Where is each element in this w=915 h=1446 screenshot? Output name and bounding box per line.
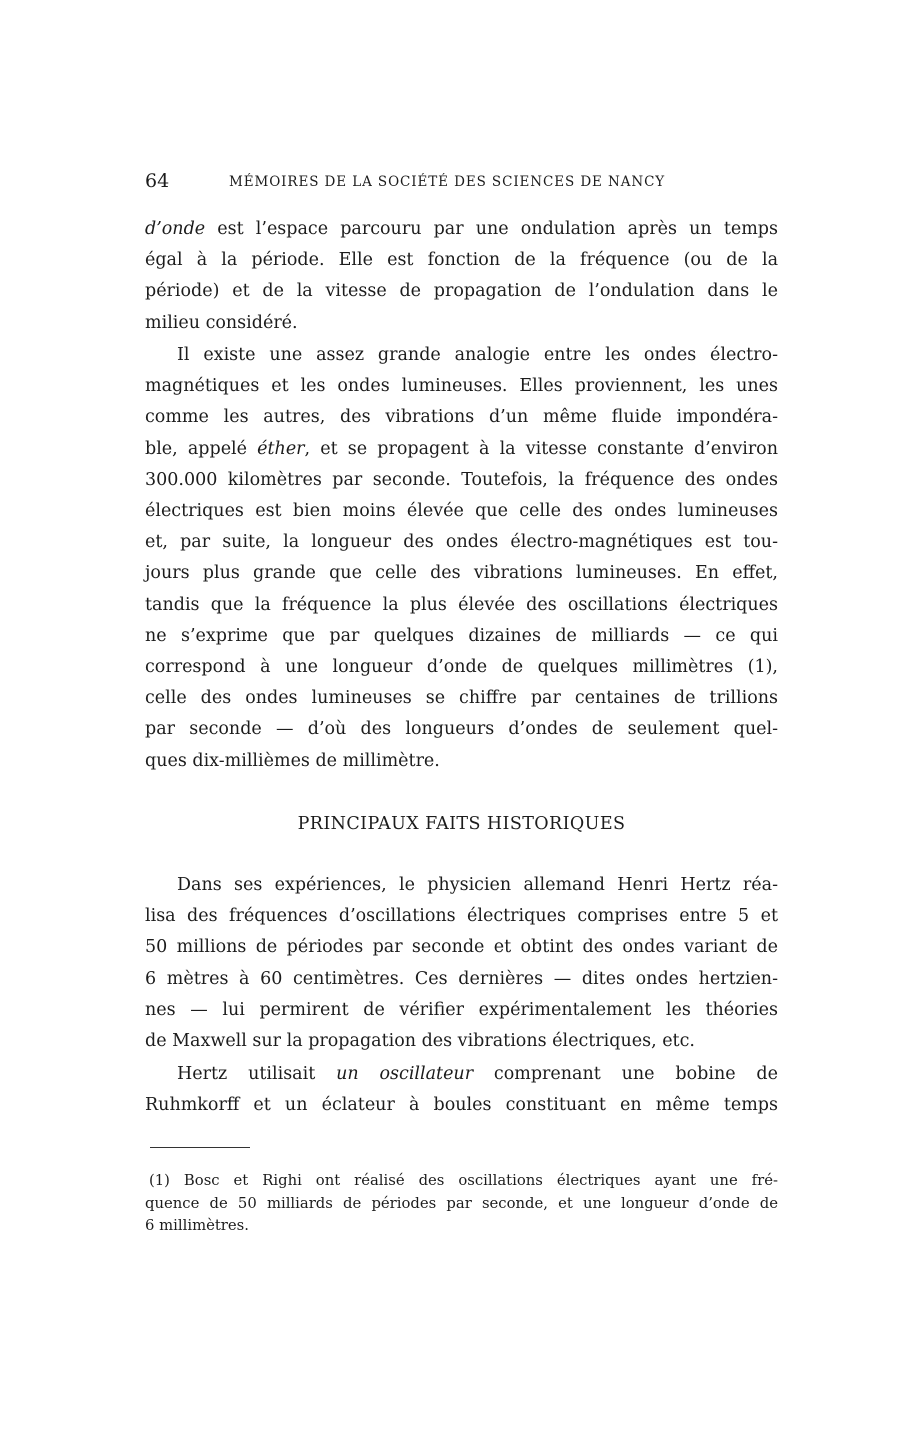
paragraph-2 <box>145 340 778 777</box>
paragraph-3 <box>145 870 778 1057</box>
running-head <box>145 170 785 192</box>
text-line: et, par suite, la longueur des ondes électro-magnétiques est tou- <box>145 532 778 553</box>
text-line: ne s’exprime que par quelques dizaines de milliards — ce qui <box>145 625 778 646</box>
footnote-line: quence de 50 milliards de périodes par seconde, et une longueur d’onde de <box>145 1194 778 1212</box>
text-line: de Maxwell sur la propagation des vibrations électriques, etc. <box>145 1031 695 1052</box>
running-title: MÉMOIRES DE LA SOCIÉTÉ DES SCIENCES DE NANCY <box>229 174 666 190</box>
text-line: ble, appelé éther, et se propagent à la vitesse constante d’environ <box>145 438 778 459</box>
text-line: tandis que la fréquence la plus élevée des oscillations électriques <box>145 594 778 615</box>
text-line: 50 millions de périodes par seconde et obtint des ondes variant de <box>145 937 778 958</box>
footnote-line: 6 millimètres. <box>145 1217 249 1234</box>
text-line: comme les autres, des vibrations d’un même fluide impondéra- <box>145 407 778 428</box>
text-line: électriques est bien moins élevée que celle des ondes lumineuses <box>145 501 778 522</box>
text-line: égal à la période. Elle est fonction de la fréquence (ou de la <box>145 250 778 271</box>
footnote-line: (1) Bosc et Righi ont réalisé des oscillations électriques ayant une fré- <box>149 1172 778 1189</box>
text-line: magnétiques et les ondes lumineuses. Elles proviennent, les unes <box>145 376 778 397</box>
page-number: 64 <box>145 170 170 192</box>
text-line: correspond à une longueur d’onde de quelques millimètres (1), <box>145 657 778 678</box>
text-line: jours plus grande que celle des vibrations lumineuses. En effet, <box>145 563 778 584</box>
text-line: nes — lui permirent de vérifier expérimentalement les théories <box>145 999 778 1020</box>
section-heading: PRINCIPAUX FAITS HISTORIQUES <box>297 814 626 834</box>
footnote <box>145 1170 778 1238</box>
text-line: lisa des fréquences d’oscillations électriques comprises entre 5 et <box>145 906 778 927</box>
text-line: par seconde — d’où des longueurs d’ondes de seulement quel- <box>145 719 778 740</box>
text-line: 300.000 kilomètres par seconde. Toutefois, la fréquence des ondes <box>145 469 778 490</box>
text-line: d’onde est l’espace parcouru par une ondulation après un temps <box>145 219 778 239</box>
text-line: période) et de la vitesse de propagation de l’ondulation dans le <box>145 281 778 302</box>
text-line: Ruhmkorff et un éclateur à boules constituant en même temps <box>145 1095 778 1116</box>
text-line: milieu considéré. <box>145 312 298 333</box>
text-line: 6 mètres à 60 centimètres. Ces dernières — dites ondes hertzien- <box>145 968 778 989</box>
paragraph-4 <box>145 1059 778 1121</box>
paragraph-1 <box>145 214 778 339</box>
footnote-rule <box>150 1147 250 1148</box>
text-line: Hertz utilisait un oscillateur comprenant une bobine de <box>177 1064 778 1084</box>
text-line: Il existe une assez grande analogie entre les ondes électro- <box>177 345 778 365</box>
text-line: celle des ondes lumineuses se chiffre par centaines de trillions <box>145 688 778 709</box>
text-line: ques dix-millièmes de millimètre. <box>145 750 440 771</box>
text-line: Dans ses expériences, le physicien allemand Henri Hertz réa- <box>177 875 778 895</box>
